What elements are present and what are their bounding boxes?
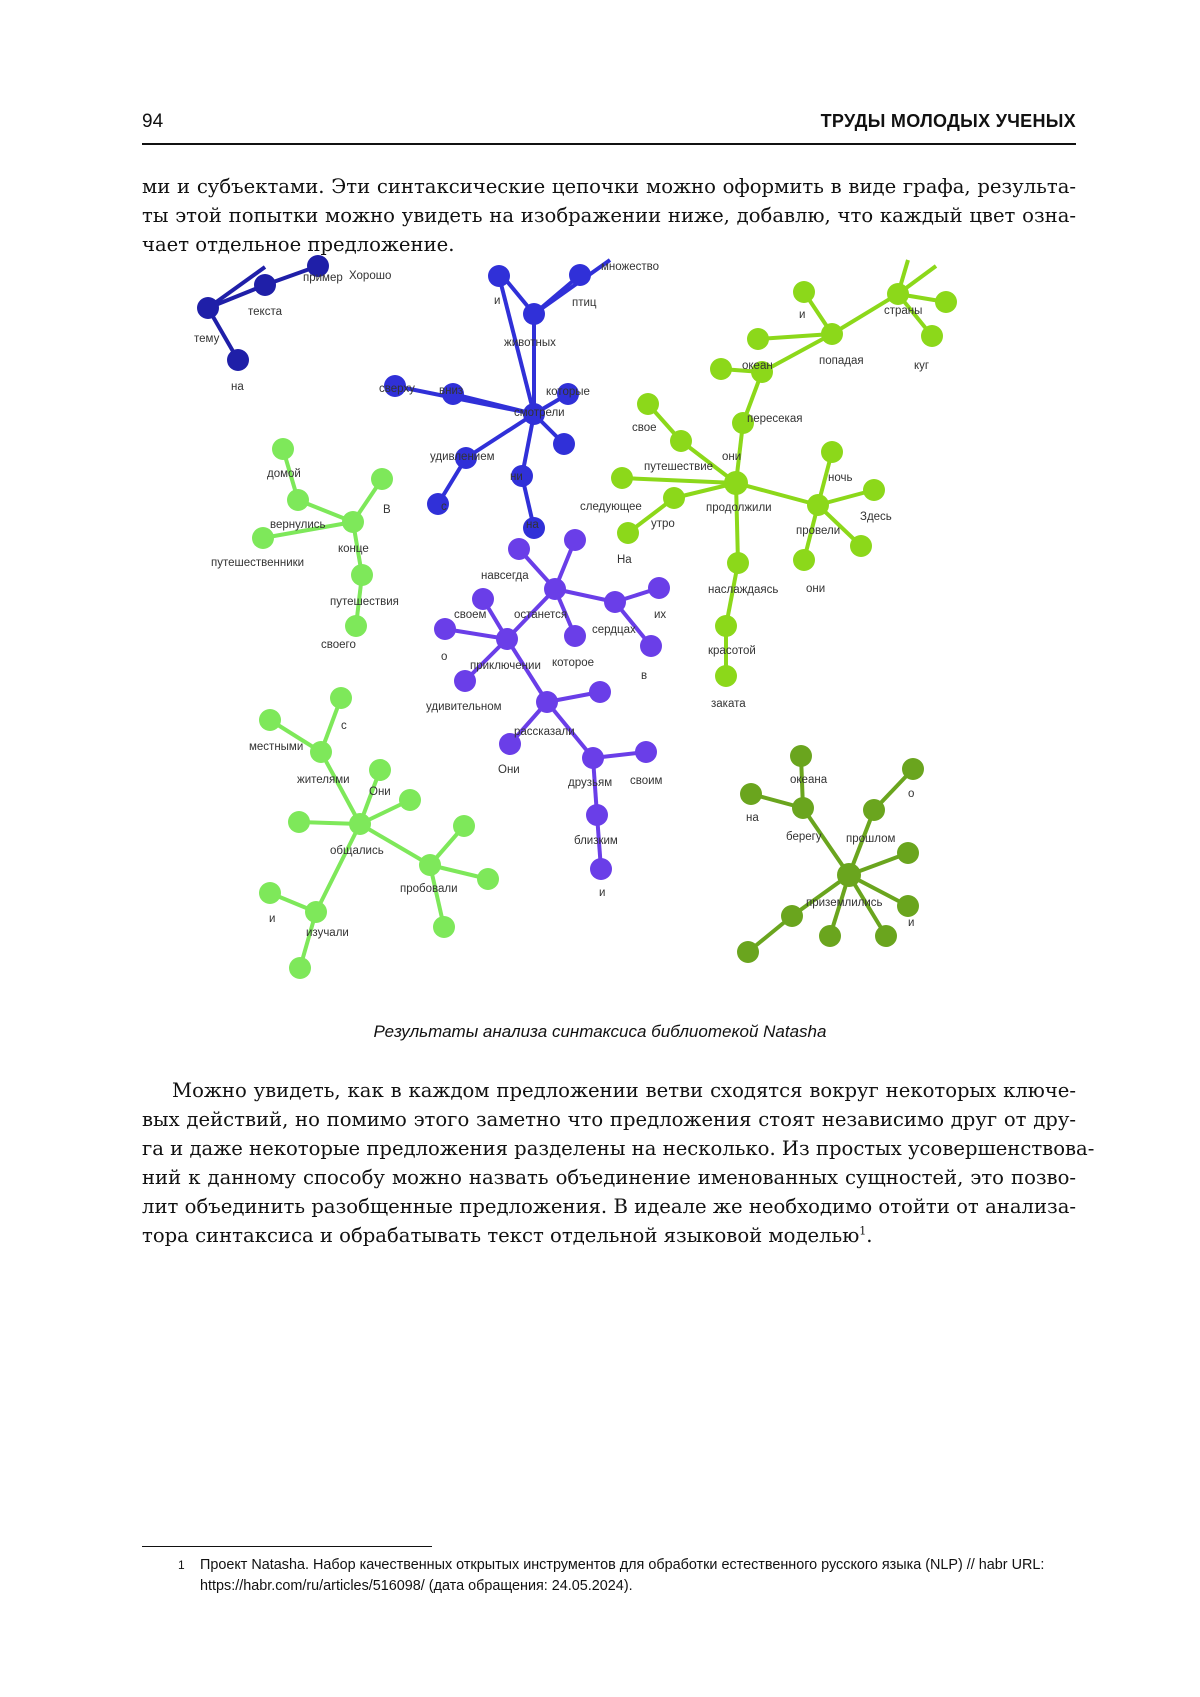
node-label: своем	[454, 609, 487, 621]
graph-node	[477, 868, 499, 890]
graph-node	[727, 552, 749, 574]
graph-node	[837, 863, 861, 887]
node-label: океан	[742, 360, 773, 372]
graph-node	[793, 281, 815, 303]
graph-node	[287, 489, 309, 511]
node-label: красотой	[708, 645, 756, 657]
graph-node	[197, 297, 219, 319]
node-label: изучали	[306, 927, 349, 939]
graph-node	[617, 522, 639, 544]
body-line: Можно увидеть, как в каждом предложении ветви сходятся вокруг некоторых ключе-	[142, 1076, 1076, 1105]
node-label: своего	[321, 639, 356, 651]
node-label: удивлением	[430, 451, 495, 463]
node-label: смотрели	[514, 407, 565, 419]
node-label: на	[746, 812, 759, 824]
node-label: путешествия	[330, 596, 399, 608]
graph-node	[715, 615, 737, 637]
node-label: путешественники	[211, 557, 304, 569]
graph-node	[648, 577, 670, 599]
graph-node	[663, 487, 685, 509]
node-label: путешествие	[644, 461, 713, 473]
graph-node	[611, 467, 633, 489]
node-label: берегу	[786, 831, 822, 843]
node-label: их	[654, 609, 666, 621]
graph-node	[342, 511, 364, 533]
node-label: птиц	[572, 297, 597, 309]
node-label: и	[494, 295, 500, 307]
graph-node	[850, 535, 872, 557]
node-label: страны	[884, 305, 922, 317]
body-line-text: тора синтаксиса и обрабатывать текст отдельной языковой моделью	[142, 1224, 859, 1247]
header-rule	[142, 143, 1076, 145]
graph-node	[875, 925, 897, 947]
graph-node	[863, 799, 885, 821]
node-label: Они	[498, 764, 520, 776]
body-paragraph	[142, 1076, 1076, 1250]
graph-node	[921, 325, 943, 347]
footnote-rule	[142, 1546, 432, 1547]
body-line: вых действий, но помимо этого заметно что предложения стоят независимо друг от дру-	[142, 1105, 1076, 1134]
node-label: навсегда	[481, 570, 529, 582]
graph-node	[433, 916, 455, 938]
node-label: вернулись	[270, 519, 326, 531]
graph-node	[349, 813, 371, 835]
node-label: останется	[514, 609, 567, 621]
graph-node	[792, 797, 814, 819]
node-label: своим	[630, 775, 663, 787]
footnote-text: Проект Natasha. Набор качественных открытых инструментов для обработки естественного русского языка (NLP) // habr URL: https://habr.com/ru/articles/516098/ (дата обращения: 24.05.2024).	[200, 1555, 1076, 1597]
intro-line: чает отдельное предложение.	[142, 230, 1076, 259]
node-label: о	[441, 651, 447, 663]
node-label: которое	[552, 657, 594, 669]
node-label: жителями	[297, 774, 350, 786]
body-line: лит объединить разобщенные предложения. В идеале же необходимо отойти от анализа-	[142, 1192, 1076, 1221]
graph-node	[288, 811, 310, 833]
graph-node	[227, 349, 249, 371]
graph-node	[582, 747, 604, 769]
graph-node	[310, 741, 332, 763]
graph-node	[508, 538, 530, 560]
graph-node	[553, 433, 575, 455]
graph-node	[259, 709, 281, 731]
node-label: следующее	[580, 501, 642, 513]
graph-node	[586, 804, 608, 826]
node-label: Они	[369, 786, 391, 798]
graph-node	[369, 759, 391, 781]
nodes-olive-green	[737, 745, 924, 963]
graph-node	[419, 854, 441, 876]
page-number: 94	[142, 111, 163, 133]
edges-olive-green	[748, 756, 913, 952]
node-label: попадая	[819, 355, 864, 367]
node-label: и	[799, 309, 805, 321]
node-label: и	[599, 887, 605, 899]
node-label: друзьям	[568, 777, 612, 789]
node-label: и	[908, 917, 914, 929]
graph-node	[496, 628, 518, 650]
syntax-graph	[208, 276, 1010, 1008]
graph-node	[863, 479, 885, 501]
node-label: продолжили	[706, 502, 772, 514]
footnote-reference[interactable]: 1	[859, 1224, 866, 1237]
node-label: множество	[601, 261, 659, 273]
graph-node	[781, 905, 803, 927]
node-label: В	[383, 504, 391, 516]
node-label: конце	[338, 543, 369, 555]
graph-node	[790, 745, 812, 767]
graph-node	[902, 758, 924, 780]
graph-node	[640, 635, 662, 657]
graph-node	[604, 591, 626, 613]
node-label: близким	[574, 835, 618, 847]
body-line: га и даже некоторые предложения разделены на несколько. Из простых усовершенствова-	[142, 1134, 1076, 1163]
graph-node	[935, 291, 957, 313]
graph-node	[564, 529, 586, 551]
graph-node	[670, 430, 692, 452]
graph-node	[887, 283, 909, 305]
body-line: ний к данному способу можно назвать объединение именованных сущностей, это позво-	[142, 1163, 1076, 1192]
node-label: и	[269, 913, 275, 925]
node-label: провели	[796, 525, 840, 537]
node-label: куг	[914, 360, 929, 372]
graph-node	[637, 393, 659, 415]
node-label: На	[617, 554, 632, 566]
graph-node	[453, 815, 475, 837]
node-label: тему	[194, 333, 220, 345]
node-label: прошлом	[846, 833, 895, 845]
node-label: они	[722, 451, 741, 463]
graph-node	[305, 901, 327, 923]
node-label: с	[341, 720, 347, 732]
node-label: океана	[790, 774, 828, 786]
graph-node	[589, 681, 611, 703]
node-label: местными	[249, 741, 303, 753]
node-label: с	[441, 501, 447, 513]
node-label: о	[908, 788, 914, 800]
graph-node	[351, 564, 373, 586]
node-label: на	[231, 381, 244, 393]
graph-node	[635, 741, 657, 763]
graph-node	[345, 615, 367, 637]
node-label: которые	[546, 386, 590, 398]
graph-node	[371, 468, 393, 490]
graph-node	[536, 691, 558, 713]
intro-line: ми и субъектами. Эти синтаксические цепочки можно оформить в виде графа, результа-	[142, 172, 1076, 201]
graph-node	[715, 665, 737, 687]
node-label: удивительном	[426, 701, 502, 713]
node-label: рассказали	[514, 726, 575, 738]
node-label: сердцах	[592, 624, 636, 636]
running-title: ТРУДЫ МОЛОДЫХ УЧЕНЫХ	[821, 111, 1076, 132]
node-label: пересекая	[747, 413, 802, 425]
node-label: заката	[711, 698, 746, 710]
node-label: животных	[504, 337, 556, 349]
graph-node	[819, 925, 841, 947]
node-label: Здесь	[860, 511, 892, 523]
figure-caption: Результаты анализа синтаксиса библиотекой Natasha	[0, 1022, 1200, 1042]
graph-node	[564, 625, 586, 647]
graph-node	[724, 471, 748, 495]
node-label: они	[806, 583, 825, 595]
node-label: сверху	[379, 383, 415, 395]
graph-node	[330, 687, 352, 709]
graph-node	[272, 438, 294, 460]
graph-node	[821, 323, 843, 345]
graph-node	[590, 858, 612, 880]
graph-node	[544, 578, 566, 600]
node-label: домой	[267, 468, 301, 480]
graph-node	[488, 265, 510, 287]
body-line-end: .	[866, 1224, 872, 1247]
node-label: на	[526, 519, 539, 531]
graph-node	[793, 549, 815, 571]
graph-node	[472, 588, 494, 610]
graph-node	[737, 941, 759, 963]
graph-node	[821, 441, 843, 463]
syntax-graph-figure	[208, 276, 1010, 1008]
node-label: пробовали	[400, 883, 458, 895]
node-label: в	[641, 670, 647, 682]
intro-paragraph	[142, 172, 1076, 259]
node-label: наслаждаясь	[708, 584, 778, 596]
graph-node	[259, 882, 281, 904]
graph-node	[710, 358, 732, 380]
graph-node	[434, 618, 456, 640]
graph-node	[747, 328, 769, 350]
node-label: приземлились	[806, 897, 883, 909]
graph-node	[897, 842, 919, 864]
graph-node	[289, 957, 311, 979]
graph-node	[254, 274, 276, 296]
graph-node	[399, 789, 421, 811]
node-label: пример	[303, 272, 343, 284]
graph-node	[897, 895, 919, 917]
graph-node	[454, 670, 476, 692]
node-label: утро	[651, 518, 675, 530]
intro-line: ты этой попытки можно увидеть на изображении ниже, добавлю, что каждый цвет озна-	[142, 201, 1076, 230]
node-label: приключении	[470, 660, 541, 672]
graph-node	[569, 264, 591, 286]
node-label: вниз	[439, 385, 463, 397]
graph-node	[740, 783, 762, 805]
nodes-yellow-green	[611, 281, 957, 687]
node-label: Хорошо	[349, 270, 391, 282]
node-label: общались	[330, 845, 384, 857]
body-line-last	[142, 1221, 1076, 1250]
node-label: свое	[632, 422, 657, 434]
node-label: ночь	[828, 472, 852, 484]
footnote-number: 1	[178, 1555, 185, 1576]
graph-node	[523, 303, 545, 325]
node-label: текста	[248, 306, 283, 318]
footnote	[142, 1555, 1076, 1597]
node-label: ни	[510, 471, 523, 483]
graph-node	[807, 494, 829, 516]
